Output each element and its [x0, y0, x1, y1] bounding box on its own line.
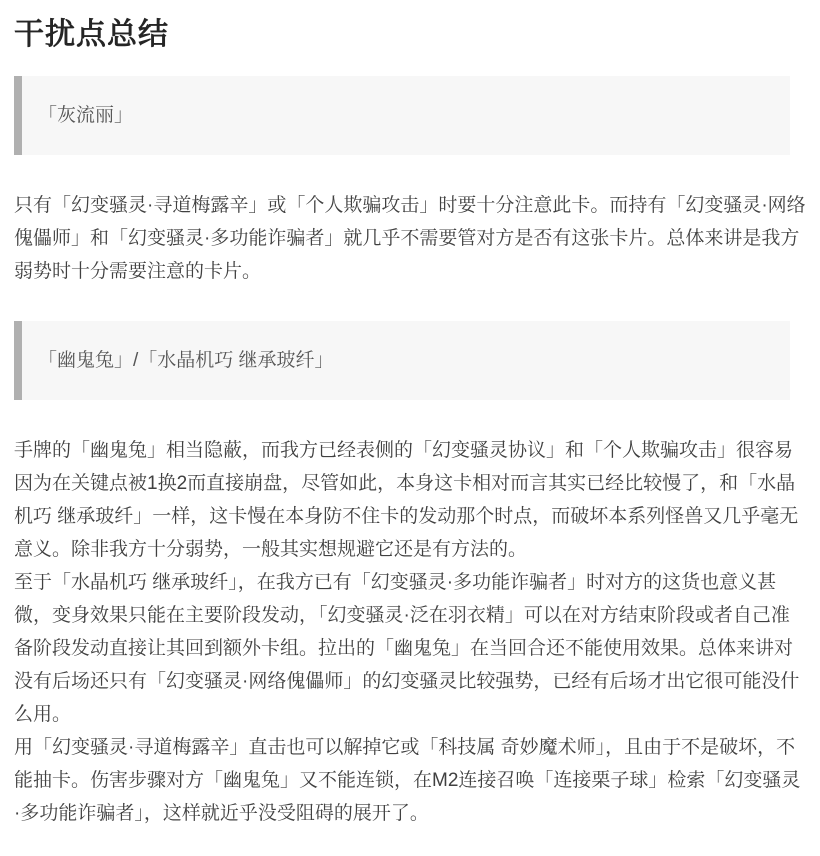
- text-segment: 至于「水晶机巧 继承玻纤」，在我方已有「幻变骚灵·多功能诈骗者」时对方的这货也意义甚微，变身效果只能在主要阶段发动，「幻变骚灵·泛在羽衣精」可以在对方结束阶段或者自己准备阶段发动直接让其回到额外卡组。拉出的「幽鬼兔」在当回合还不能使用效果。总体来讲对没有后场还只有「幻变骚灵·网络傀儡师」的幻变骚灵比较强势，已经有后场才出它很可能没什么用。: [14, 572, 800, 725]
- quote-block-hairyuri: [14, 76, 790, 155]
- text-segment: 只有「幻变骚灵·寻道梅露辛」或「个人欺骗攻击」时要十分注意此卡。而持有「幻变骚灵·网络傀儡师」和「幻变骚灵·多功能诈骗者」就几乎不需要管对方是否有这张卡片。总体来讲是我方弱势时十分需要注意的卡片。: [14, 195, 806, 282]
- article: [14, 18, 806, 830]
- paragraph-ghost-rabbit-analysis: [14, 434, 806, 830]
- page-title: 干扰点总结: [14, 18, 169, 51]
- quote-label: 「灰流丽」: [38, 105, 134, 126]
- text-segment: 手牌的「幽鬼兔」相当隐蔽，而我方已经表侧的「幻变骚灵协议」和「个人欺骗攻击」很容易因为在关键点被1换2而直接崩盘，尽管如此，本身这卡相对而言其实已经比较慢了，和「水晶机巧 继承玻纤」一样，这卡慢在本身防不住卡的发动那个时点，而破坏本系列怪兽又几乎毫无意义。除非我方十分弱势，一般其实想规避它还是有方法的。: [14, 440, 799, 560]
- paragraph-hairyuri-analysis: [14, 189, 806, 288]
- quote-label: 「幽鬼兔」/「水晶机巧 继承玻纤」: [38, 350, 334, 371]
- text-segment: 用「幻变骚灵·寻道梅露辛」直击也可以解掉它或「科技属 奇妙魔术师」，且由于不是破坏，不能抽卡。伤害步骤对方「幽鬼兔」又不能连锁，在M2连接召唤「连接栗子球」检索「幻变骚灵·多功能诈骗者」，这样就近乎没受阻碍的展开了。: [14, 737, 801, 824]
- quote-block-ghost-rabbit-inheritance: [14, 321, 790, 400]
